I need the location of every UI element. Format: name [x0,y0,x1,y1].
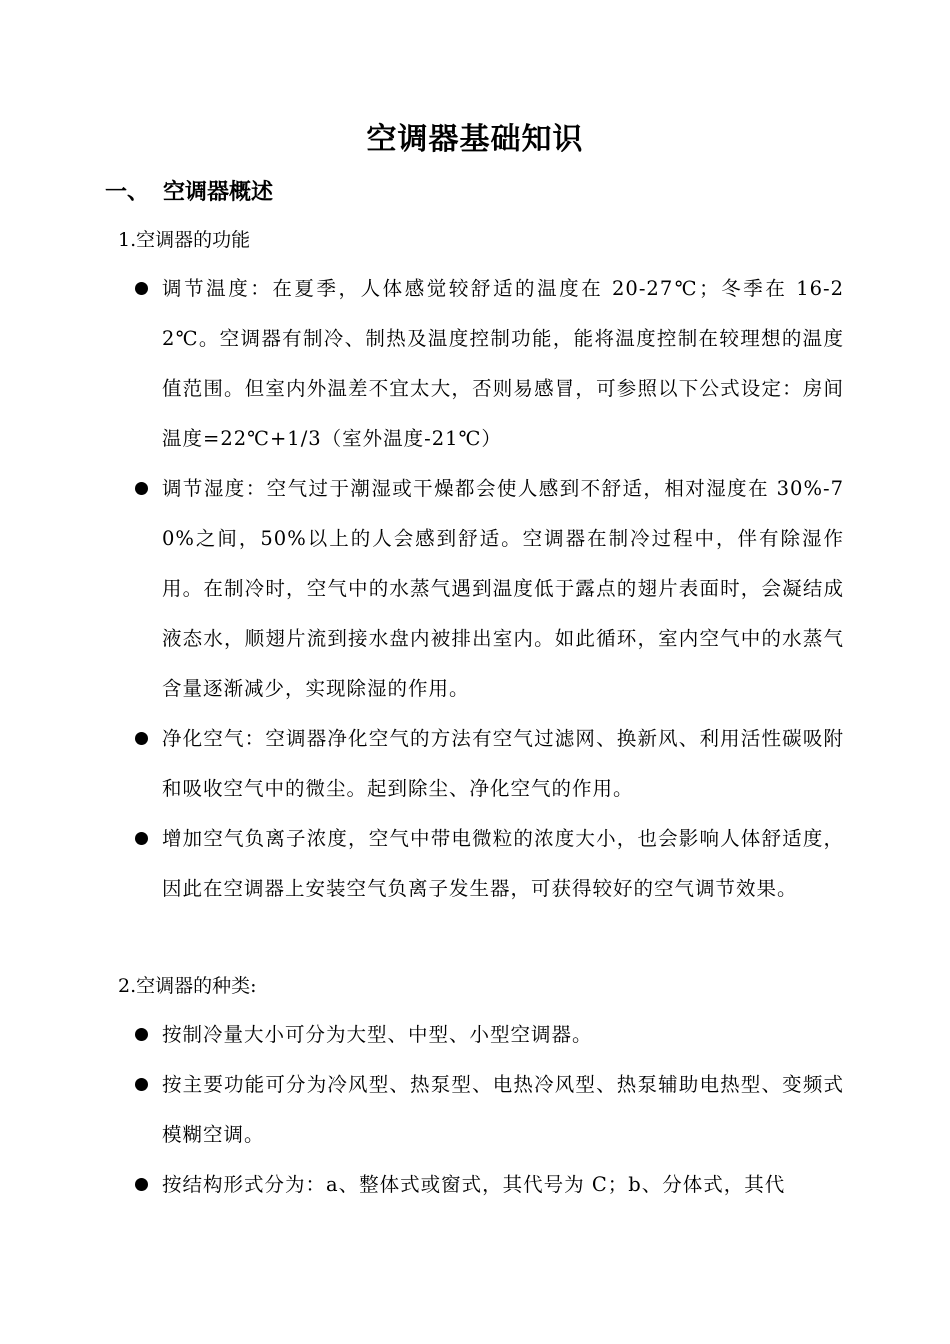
list-item-text: 增加空气负离子浓度，空气中带电微粒的浓度大小，也会影响人体舒适度，因此在空调器上安装空气负离子发生器，可获得较好的空气调节效果。 [162,827,844,900]
section-heading [105,172,273,212]
bullet-icon [135,482,148,495]
list-item-text: 调节温度：在夏季，人体感觉较舒适的温度在 20-27℃；冬季在 16-22℃。空调器有制冷、制热及温度控制功能，能将温度控制在较理想的温度值范围。但室内外温差不宜太大，否则易感冒，可参照以下公式设定：房间温度=22℃+1/3（室外温度-21℃） [162,277,844,450]
list-item-text: 净化空气：空调器净化空气的方法有空气过滤网、换新风、利用活性碳吸附和吸收空气中的微尘。起到除尘、净化空气的作用。 [162,727,844,800]
subheading-functions: 1.空调器的功能 [118,229,251,251]
list-item-text: 按制冷量大小可分为大型、中型、小型空调器。 [162,1023,593,1046]
bullet-icon [135,1028,148,1041]
subheading-types: 2.空调器的种类: [118,975,257,997]
functions-bullet-list [0,264,950,914]
bullet-icon [135,832,148,845]
list-item [0,814,844,914]
bullet-icon [135,282,148,295]
list-item [0,464,844,714]
list-item [0,1160,844,1210]
list-item [0,1010,844,1060]
list-item-text: 按主要功能可分为冷风型、热泵型、电热冷风型、热泵辅助电热型、变频式模糊空调。 [162,1073,844,1146]
types-bullet-list [0,1010,950,1210]
bullet-icon [135,732,148,745]
list-item [0,264,844,464]
section-number: 一、 [105,179,150,205]
list-item [0,1060,844,1160]
list-item-text: 调节湿度：空气过于潮湿或干燥都会使人感到不舒适，相对湿度在 30%-70%之间，50%以上的人会感到舒适。空调器在制冷过程中，伴有除湿作用。在制冷时，空气中的水蒸气遇到温度低于露点的翅片表面时，会凝结成液态水，顺翅片流到接水盘内被排出室内。如此循环，室内空气中的水蒸气含量逐渐减少，实现除湿的作用。 [162,477,844,700]
list-item-text: 按结构形式分为：a、整体式或窗式，其代号为 C；b、分体式，其代 [162,1173,786,1196]
list-item [0,714,844,814]
bullet-icon [135,1178,148,1191]
section-title: 空调器概述 [163,179,274,205]
document-title: 空调器基础知识 [366,122,584,157]
bullet-icon [135,1078,148,1091]
